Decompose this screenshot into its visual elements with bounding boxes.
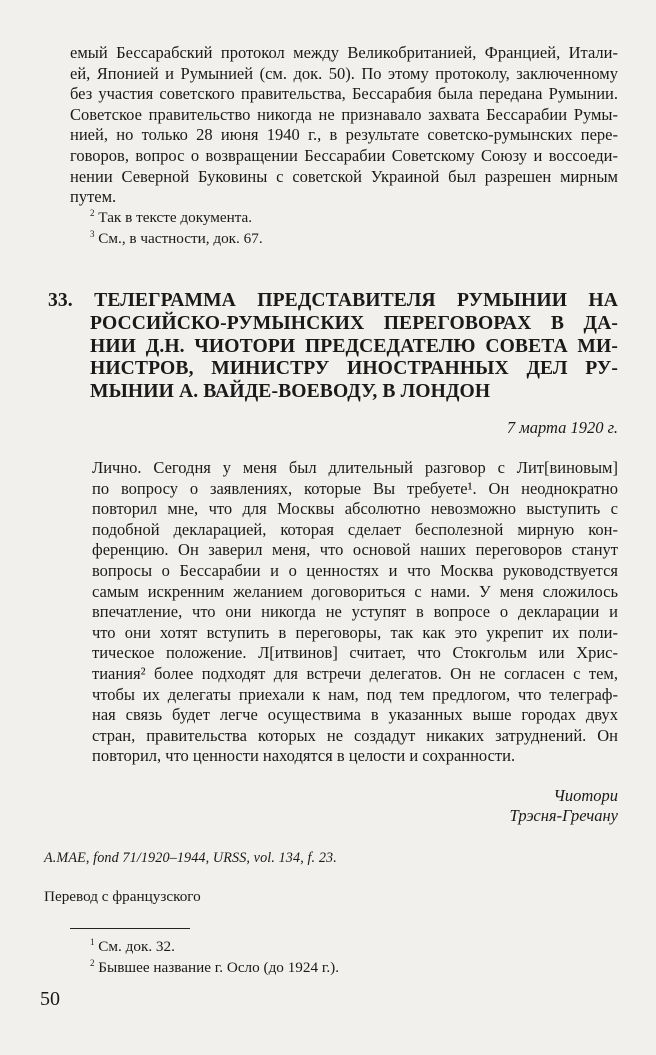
heading-line: РОССИЙСКО-РУМЫНСКИХ ПЕРЕГОВОРАХ В ДА- bbox=[90, 312, 618, 334]
telegram-body-line: что они хотят вступить в переговоры, так как это укрепит их поли- bbox=[92, 622, 618, 642]
previous-note-line: путем. bbox=[70, 187, 117, 207]
previous-note-line: емый Бессарабский протокол между Великобританией, Францией, Итали- bbox=[70, 43, 618, 62]
footnote-2: $^2$ Так в тексте документа. bbox=[90, 207, 253, 226]
telegram-body-line: впечатление, что они никогда не уступят в вопросе о декларации и bbox=[92, 602, 618, 622]
telegram-body-line: повторил мне, что для Москвы абсолютно невозможно выступить с bbox=[92, 499, 618, 519]
heading-line: МЫНИИ А. ВАЙДЕ-ВОЕВОДУ, В ЛОНДОН bbox=[90, 381, 491, 403]
heading-line: НИСТРОВ, МИНИСТРУ ИНОСТРАННЫХ ДЕЛ РУ- bbox=[90, 358, 618, 380]
signature-address: Трэсня-Гречану bbox=[509, 806, 618, 825]
telegram-body-line: тическое положение. Л[итвинов] считает, что Стокгольм или Хрис- bbox=[92, 643, 618, 663]
telegram-body bbox=[70, 458, 618, 767]
telegram-body-line: повторил, что ценности находятся в целости и сохранности. bbox=[92, 746, 516, 766]
archive-reference: A.MAE, fond 71/1920–1944, URSS, vol. 134, f. 23. bbox=[44, 850, 337, 866]
previous-note-line: говоров, вопрос о возвращении Бессарабии Советскому Союзу и воссоеди- bbox=[70, 145, 618, 165]
translation-note: Перевод с французского bbox=[44, 888, 201, 905]
document-date: 7 марта 1920 г. bbox=[506, 418, 618, 437]
page-number: 50 bbox=[40, 988, 60, 1010]
telegram-body-line: стран, правительства которых не создадут никаких затруднений. Он bbox=[92, 725, 618, 745]
telegram-body-line: подобной декларацией, которая сделает бесполезной мирную кон- bbox=[92, 519, 618, 539]
telegram-body-line: самым искренним желанием договориться с нами. У меня сложилось bbox=[92, 581, 618, 601]
previous-note-paragraph bbox=[70, 43, 618, 208]
telegram-body-line: чтобы их делегаты приехали к нам, под тем предлогом, что телеграф- bbox=[92, 684, 618, 704]
telegram-body-line: ференцию. Он заверил меня, что основой наших переговоров станут bbox=[92, 540, 618, 560]
footnote-divider bbox=[70, 928, 190, 929]
previous-note-line: нении Северной Буковины с советской Украиной был разрешен мирным bbox=[70, 166, 618, 186]
previous-note-line: ей, Японией и Румынией (см. док. 50). По этому протоколу, заключенному bbox=[70, 63, 618, 83]
heading-line: 33. ТЕЛЕГРАММА ПРЕДСТАВИТЕЛЯ РУМЫНИИ НА bbox=[48, 290, 618, 311]
telegram-body-line: Лично. Сегодня у меня был длительный разговор с Лит[виновым] bbox=[92, 458, 618, 477]
previous-footnotes bbox=[70, 208, 618, 249]
signature-name: Чиотори bbox=[553, 786, 618, 805]
telegram-body-line: ная связь будет легче осуществима в указанных выше городах двух bbox=[92, 705, 618, 725]
heading-line: НИИ Д.Н. ЧИОТОРИ ПРЕДСЕДАТЕЛЮ СОВЕТА МИ- bbox=[90, 335, 618, 357]
footnote-3: $^3$ См., в частности, док. 67. bbox=[90, 228, 263, 247]
document-heading bbox=[48, 290, 618, 404]
footnote-1: $^1$ См. док. 32. bbox=[90, 936, 175, 955]
previous-note-line: без участия советского правительства, Бессарабия была передана Румынии. bbox=[70, 84, 618, 104]
previous-note-line: Советское правительство никогда не признавало захвата Бессарабии Румы- bbox=[70, 104, 618, 124]
footnote-2-bottom: $^2$ Бывшее название г. Осло (до 1924 г.). bbox=[90, 957, 340, 976]
telegram-body-line: тиания² более подходят для встречи делегатов. Он не согласен с тем, bbox=[92, 663, 618, 683]
telegram-body-line: по вопросу о заявлениях, которые Вы требуете¹. Он неоднократно bbox=[92, 478, 618, 498]
previous-note-line: нией, но только 28 июня 1940 г., в результате советско-румынских пере- bbox=[70, 125, 618, 145]
telegram-body-line: вопросы о Бессарабии и о ценностях и что Москва руководствуется bbox=[92, 560, 618, 580]
